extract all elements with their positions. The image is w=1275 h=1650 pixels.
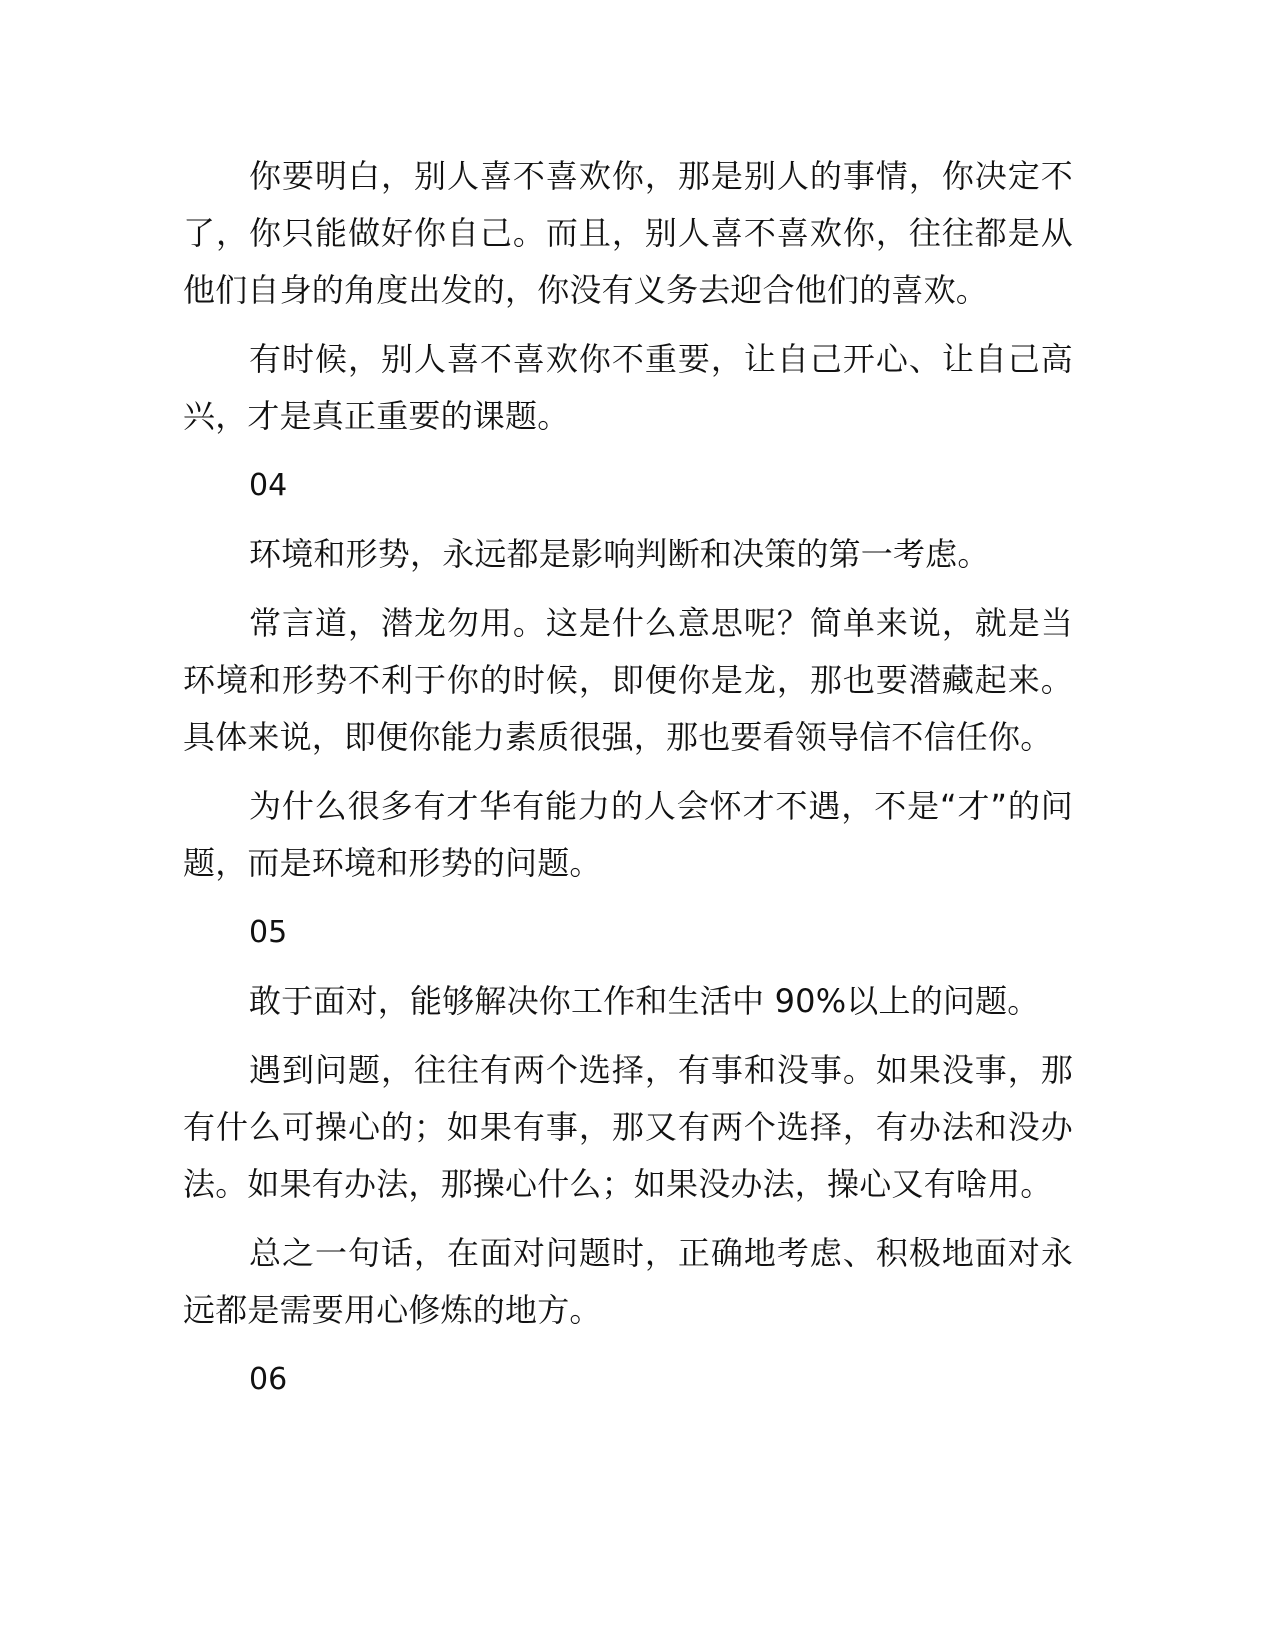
section-number-04: 04 — [249, 468, 288, 503]
paragraph-8: 总之一句话，在面对问题时，正确地考虑、积极地面对永远都是需要用心修炼的地方。 — [183, 1234, 1073, 1329]
paragraph-3: 环境和形势，永远都是影响判断和决策的第一考虑。 — [249, 535, 990, 573]
section-number-06: 06 — [249, 1362, 288, 1397]
paragraph-4: 常言道，潜龙勿用。这是什么意思呢？简单来说，就是当环境和形势不利于你的时候，即便你是龙，那也要潜藏起来。具体来说，即便你能力素质很强，那也要看领导信不信任你。 — [183, 604, 1073, 756]
paragraph-6: 敢于面对，能够解决你工作和生活中 90%以上的问题。 — [249, 982, 1040, 1020]
document-page — [183, 148, 1073, 1420]
paragraph-2: 有时候，别人喜不喜欢你不重要，让自己开心、让自己高兴，才是真正重要的课题。 — [183, 340, 1073, 435]
paragraph-7: 遇到问题，往往有两个选择，有事和没事。如果没事，那有什么可操心的；如果有事，那又有两个选择，有办法和没办法。如果有办法，那操心什么；如果没办法，操心又有啥用。 — [183, 1051, 1073, 1203]
paragraph-1: 你要明白，别人喜不喜欢你，那是别人的事情，你决定不了，你只能做好你自己。而且，别人喜不喜欢你，往往都是从他们自身的角度出发的，你没有义务去迎合他们的喜欢。 — [183, 157, 1073, 309]
paragraph-5: 为什么很多有才华有能力的人会怀才不遇，不是“才”的问题，而是环境和形势的问题。 — [183, 787, 1073, 882]
section-number-05: 05 — [249, 915, 288, 950]
